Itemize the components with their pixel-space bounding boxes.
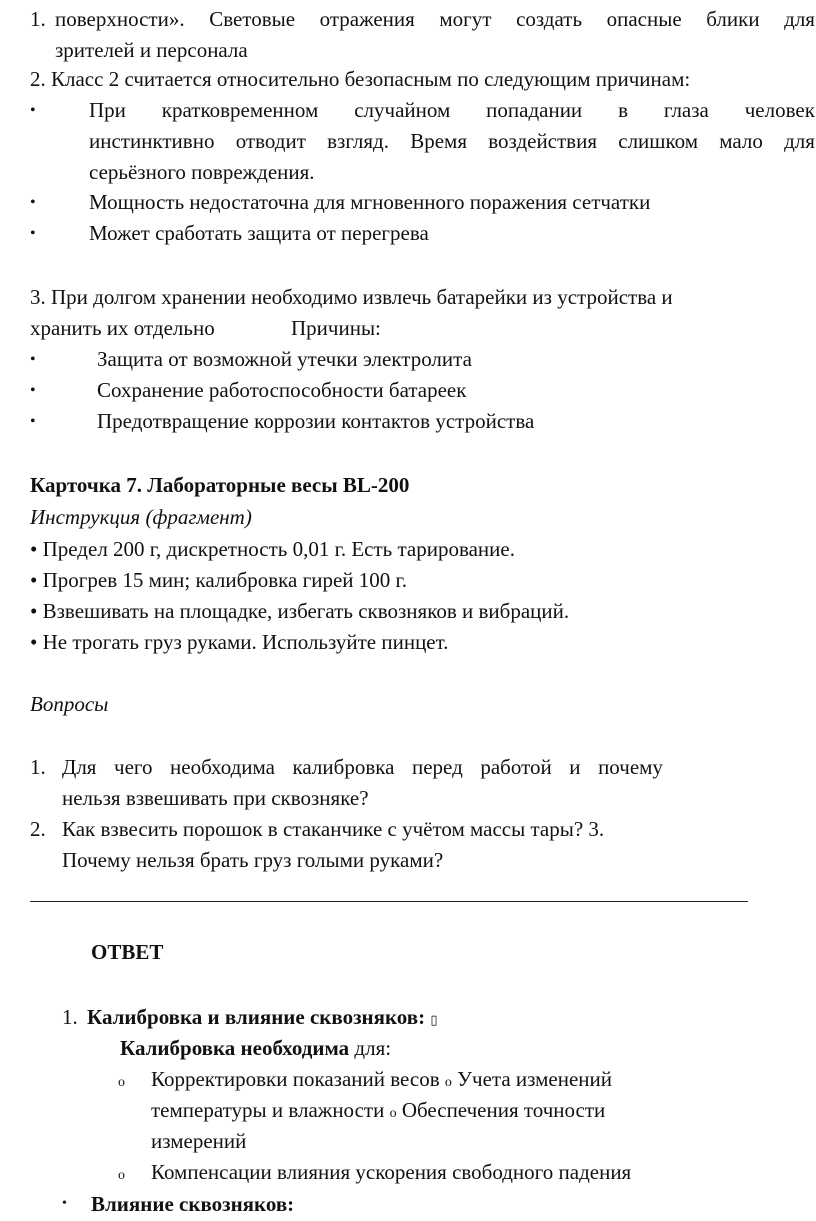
paragraph-line: хранить их отдельно xyxy=(30,316,215,340)
word: чего xyxy=(114,755,153,779)
word: создать xyxy=(516,7,583,31)
list-item: Может сработать защита от перегрева xyxy=(89,221,429,245)
word: блики xyxy=(706,7,760,31)
word: Время xyxy=(410,129,467,153)
word: взгляд. xyxy=(327,129,389,153)
question-line xyxy=(62,752,663,782)
answer-item-title xyxy=(87,1002,438,1035)
word: поверхности». xyxy=(55,7,185,31)
sub-list-line xyxy=(151,1064,612,1098)
bullet-icon: • xyxy=(30,413,36,430)
bullet-icon: • xyxy=(30,351,36,368)
bullet-icon: • xyxy=(30,102,36,119)
sub-bullet-icon: o xyxy=(444,1075,452,1090)
item-number: 1. xyxy=(30,7,46,31)
word: опасные xyxy=(606,7,682,31)
section-heading: 3. При долгом хранении необходимо извлечь батарейки из устройства и xyxy=(30,285,673,309)
list-item: Мощность недостаточна для мгновенного поражения сетчатки xyxy=(89,190,651,214)
list-item: Предотвращение коррозии контактов устройства xyxy=(97,409,535,433)
sub-list-line xyxy=(151,1095,605,1129)
answer-bold-text: Калибровка необходима xyxy=(120,1036,350,1060)
sub-list-text: Корректировки показаний весов xyxy=(151,1067,440,1091)
paragraph-line xyxy=(55,4,815,34)
sub-list-text: температуры и влажности xyxy=(151,1098,385,1122)
sub-list-text: Обеспечения точности xyxy=(401,1098,606,1122)
word: Для xyxy=(62,755,97,779)
word: мало xyxy=(719,129,763,153)
list-item-line xyxy=(89,126,815,156)
word: калибровка xyxy=(292,755,395,779)
sub-bullet-icon: o xyxy=(389,1106,397,1121)
item-number: 1. xyxy=(62,1005,78,1029)
horizontal-divider xyxy=(30,901,748,902)
answer-text: для: xyxy=(349,1036,392,1060)
word: При xyxy=(89,98,126,122)
word: для xyxy=(784,129,815,153)
word: Световые xyxy=(209,7,296,31)
bullet-icon: • xyxy=(30,382,36,399)
word: попадании xyxy=(486,98,583,122)
word: слишком xyxy=(618,129,698,153)
word: в xyxy=(618,98,628,122)
word: человек xyxy=(744,98,815,122)
sub-list-line: Компенсации влияния ускорения свободного падения xyxy=(151,1160,632,1184)
question-line: Как взвесить порошок в стаканчике с учётом массы тары? 3. xyxy=(62,817,605,841)
question-line: Почему нельзя брать груз голыми руками? xyxy=(62,848,444,872)
word: перед xyxy=(412,755,463,779)
sub-list-line: измерений xyxy=(151,1129,247,1153)
word: работой xyxy=(480,755,552,779)
item-number: 2. xyxy=(30,817,46,841)
list-item-line: серьёзного повреждения. xyxy=(89,160,315,184)
question-line: нельзя взвешивать при сквозняке? xyxy=(62,786,369,810)
item-number: 1. xyxy=(30,755,46,779)
bullet-icon: • xyxy=(30,225,36,242)
answer-subheading: Влияние сквозняков: xyxy=(91,1192,295,1216)
answer-item-title-text: Калибровка и влияние сквозняков: xyxy=(87,1005,426,1029)
instruction-item: • Прогрев 15 мин; калибровка гирей 100 г. xyxy=(30,568,408,592)
card-subtitle: Инструкция (фрагмент) xyxy=(30,505,252,529)
bullet-icon: • xyxy=(30,194,36,211)
instruction-item: • Предел 200 г, дискретность 0,01 г. Есть тарирование. xyxy=(30,537,515,561)
bullet-icon: • xyxy=(62,1196,67,1211)
paragraph-line: Причины: xyxy=(291,316,381,340)
word: кратковременном xyxy=(161,98,319,122)
word: случайном xyxy=(354,98,451,122)
word: для xyxy=(784,7,815,31)
list-item: Защита от возможной утечки электролита xyxy=(97,347,472,371)
answer-heading: ОТВЕТ xyxy=(91,940,164,964)
word: отражения xyxy=(319,7,415,31)
paragraph-line: зрителей и персонала xyxy=(55,38,248,62)
word: инстинктивно xyxy=(89,129,215,153)
questions-heading: Вопросы xyxy=(30,692,109,716)
word: почему xyxy=(598,755,663,779)
sub-bullet-icon: o xyxy=(118,1075,125,1090)
word: могут xyxy=(439,7,492,31)
word: необходима xyxy=(170,755,275,779)
card-title: Карточка 7. Лабораторные весы BL-200 xyxy=(30,473,410,497)
instruction-item: • Не трогать груз руками. Используйте пинцет. xyxy=(30,630,449,654)
list-item-line xyxy=(89,95,815,125)
missing-glyph-icon: ▯ xyxy=(430,1012,438,1027)
list-item: Сохранение работоспособности батареек xyxy=(97,378,467,402)
sub-list-text: Учета изменений xyxy=(457,1067,613,1091)
instruction-item: • Взвешивать на площадке, избегать сквозняков и вибраций. xyxy=(30,599,570,623)
answer-line xyxy=(120,1033,391,1063)
word: воздействия xyxy=(488,129,597,153)
sub-bullet-icon: o xyxy=(118,1168,125,1183)
word: глаза xyxy=(663,98,709,122)
word: отводит xyxy=(235,129,306,153)
section-heading: 2. Класс 2 считается относительно безопасным по следующим причинам: xyxy=(30,67,691,91)
word: и xyxy=(569,755,581,779)
